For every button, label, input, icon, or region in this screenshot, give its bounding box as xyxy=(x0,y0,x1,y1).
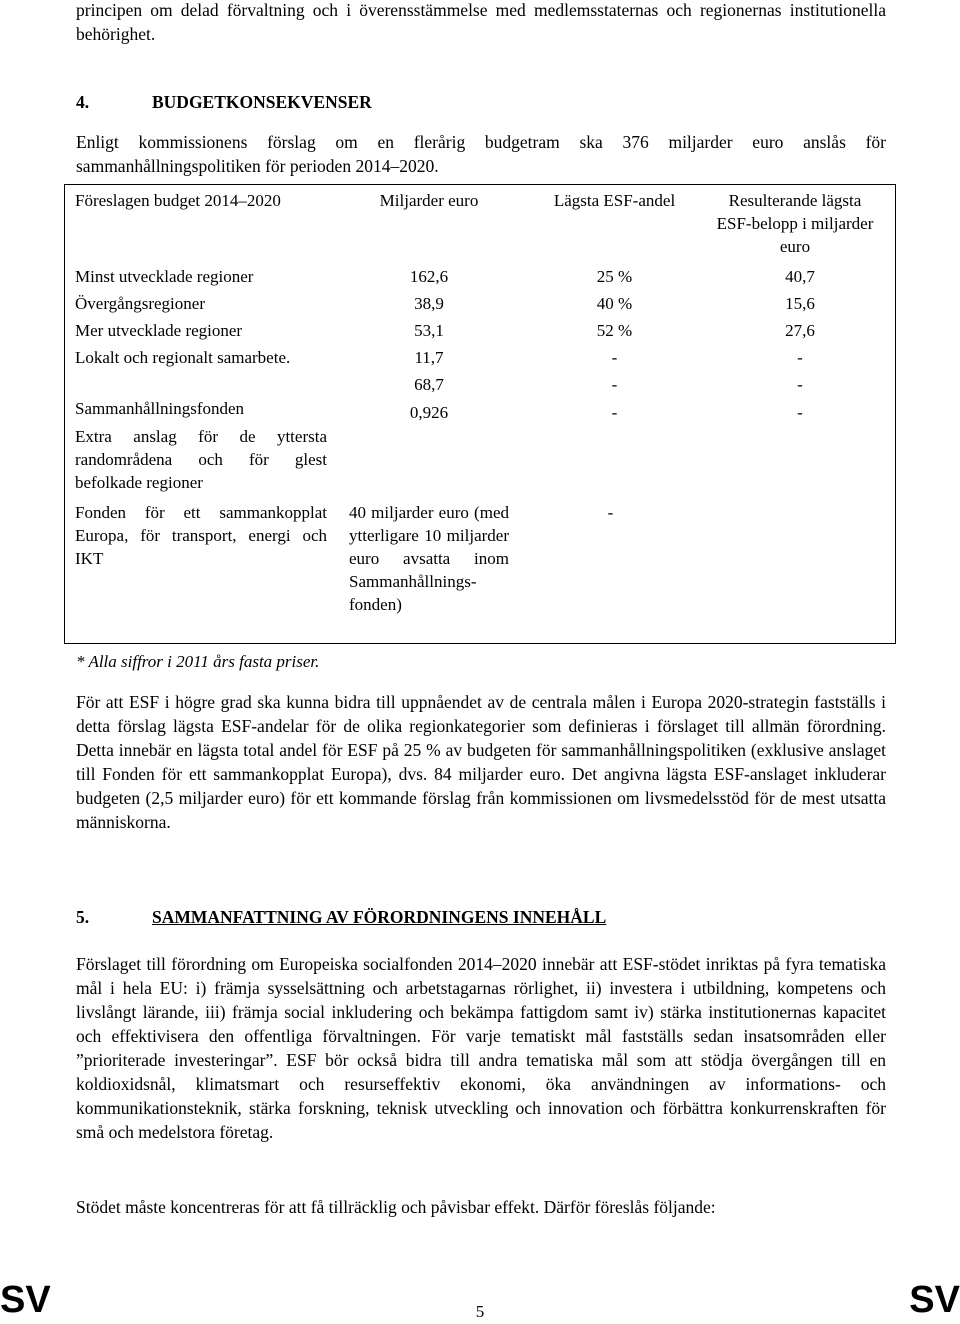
table-header-resulting-esf-amount: Resulterande lägsta ESF-belopp i miljarder euro xyxy=(716,191,874,256)
table-footnote: * Alla siffror i 2011 års fasta priser. xyxy=(76,652,320,671)
intro-paragraph: principen om delad förvaltning och i överensstämmelse med medlemsstaternas och regionernas institutionella behörighet. xyxy=(76,0,886,44)
table-cell-region: Sammanhållningsfonden xyxy=(75,399,245,418)
language-code-right: SV xyxy=(909,1279,960,1321)
section-5-paragraph-1: Förslaget till förordning om Europeiska socialfonden 2014–2020 innebär att ESF-stödet inriktas på fyra tematiska mål i hela EU: i) främja sysselsättning och arbetstagarnas rörlighet, ii) investera i utbildning, kompetens och livslångt lärande, iii) främja social inkludering och bekämpa fattigdom samt iv) stärka institutionernas kapacitet och effektivisera den offentliga förvaltningen. För varje tematiskt mål fastställs sedan insatsområden eller ”prioriterade investeringar”. ESF bör också bidra till andra tematiska mål som att stödja övergången till en koldioxidsnål, klimatsmart och resurseffektiv ekonomi, öka användningen av informations- och kommunikationsteknik, stärka forskning, teknisk utveckling och innovation och förbättra konkurrenskraften för små och medelstora företag. xyxy=(76,954,886,1142)
table-cell-region: Lokalt och regionalt samarbete. xyxy=(75,348,291,367)
table-cell-esf-amount: 15,6 xyxy=(785,294,815,313)
section-4-title: BUDGETKONSEKVENSER xyxy=(152,92,372,112)
table-cell-amount: 0,926 xyxy=(409,403,449,422)
table-cell-share: - xyxy=(611,403,618,422)
table-header-min-esf-share: Lägsta ESF-andel xyxy=(553,191,676,210)
section-4-paragraph: Enligt kommissionens förslag om en flerårig budgetram ska 376 miljarder euro anslås för sammanhållningspolitiken för perioden 2014–2020. xyxy=(76,132,886,176)
section-4-number: 4. xyxy=(76,92,90,112)
section-5-paragraph-2: Stödet måste koncentreras för att få tillräcklig och påvisbar effekt. Därför föreslås följande: xyxy=(76,1197,716,1217)
table-cell-share: 40 % xyxy=(596,294,633,313)
table-cell-region: Övergångsregioner xyxy=(75,294,205,313)
section-4-heading xyxy=(76,90,372,114)
table-cell-esf-amount: 40,7 xyxy=(785,267,815,286)
table-cell-esf-amount: 27,6 xyxy=(785,321,815,340)
budget-table xyxy=(64,184,896,644)
table-cell-amount: 40 miljarder euro (med ytterligare 10 miljarder euro avsatta inom Sammanhållnings-fonden) xyxy=(349,503,509,614)
page-number: 5 xyxy=(475,1302,485,1321)
table-cell-amount: 162,6 xyxy=(409,267,449,286)
table-cell-esf-amount: - xyxy=(797,403,803,422)
table-cell-region: Minst utvecklade regioner xyxy=(75,267,254,286)
table-cell-share: 52 % xyxy=(596,321,633,340)
table-cell-region: Mer utvecklade regioner xyxy=(75,321,243,340)
table-cell-share: - xyxy=(611,375,618,394)
table-cell-share: - xyxy=(611,348,618,367)
table-cell-amount: 11,7 xyxy=(414,348,444,367)
table-header-billion-euro: Miljarder euro xyxy=(379,191,479,210)
table-cell-amount: 68,7 xyxy=(414,375,444,394)
table-cell-amount: 38,9 xyxy=(414,294,444,313)
table-cell-share: - xyxy=(607,503,614,522)
esf-share-paragraph: För att ESF i högre grad ska kunna bidra till uppnåendet av de centrala målen i Europa 2020-strategin fastställs i detta förslag lägsta ESF-andelar för de olika regionkategorier som definieras i förslaget till allmän förordning. Detta innebär en lägsta total andel för ESF på 25 % av budgeten för sammanhållningspolitiken (exklusive anslaget till Fonden för ett sammankopplat Europa), dvs. 84 miljarder euro. Det angivna lägsta ESF-anslaget inkluderar budgeten (2,5 miljarder euro) för ett kommande förslag från kommissionen om livsmedelsstöd för de mest utsatta människorna. xyxy=(76,692,886,832)
language-code-left: SV xyxy=(0,1279,51,1321)
section-5-heading xyxy=(76,905,606,929)
section-5-number: 5. xyxy=(76,907,90,927)
table-cell-esf-amount: - xyxy=(797,348,803,367)
table-cell-region: Fonden för ett sammankopplat Europa, för transport, energi och IKT xyxy=(75,503,327,568)
section-5-title: SAMMANFATTNING AV FÖRORDNINGENS INNEHÅLL xyxy=(152,907,607,927)
table-cell-share: 25 % xyxy=(596,267,633,286)
table-cell-esf-amount: - xyxy=(797,375,803,394)
table-cell-region: Extra anslag för de yttersta randområdena och för glest befolkade regioner xyxy=(75,427,327,492)
table-cell-amount: 53,1 xyxy=(414,321,444,340)
table-header-budget: Föreslagen budget 2014–2020 xyxy=(75,191,281,210)
